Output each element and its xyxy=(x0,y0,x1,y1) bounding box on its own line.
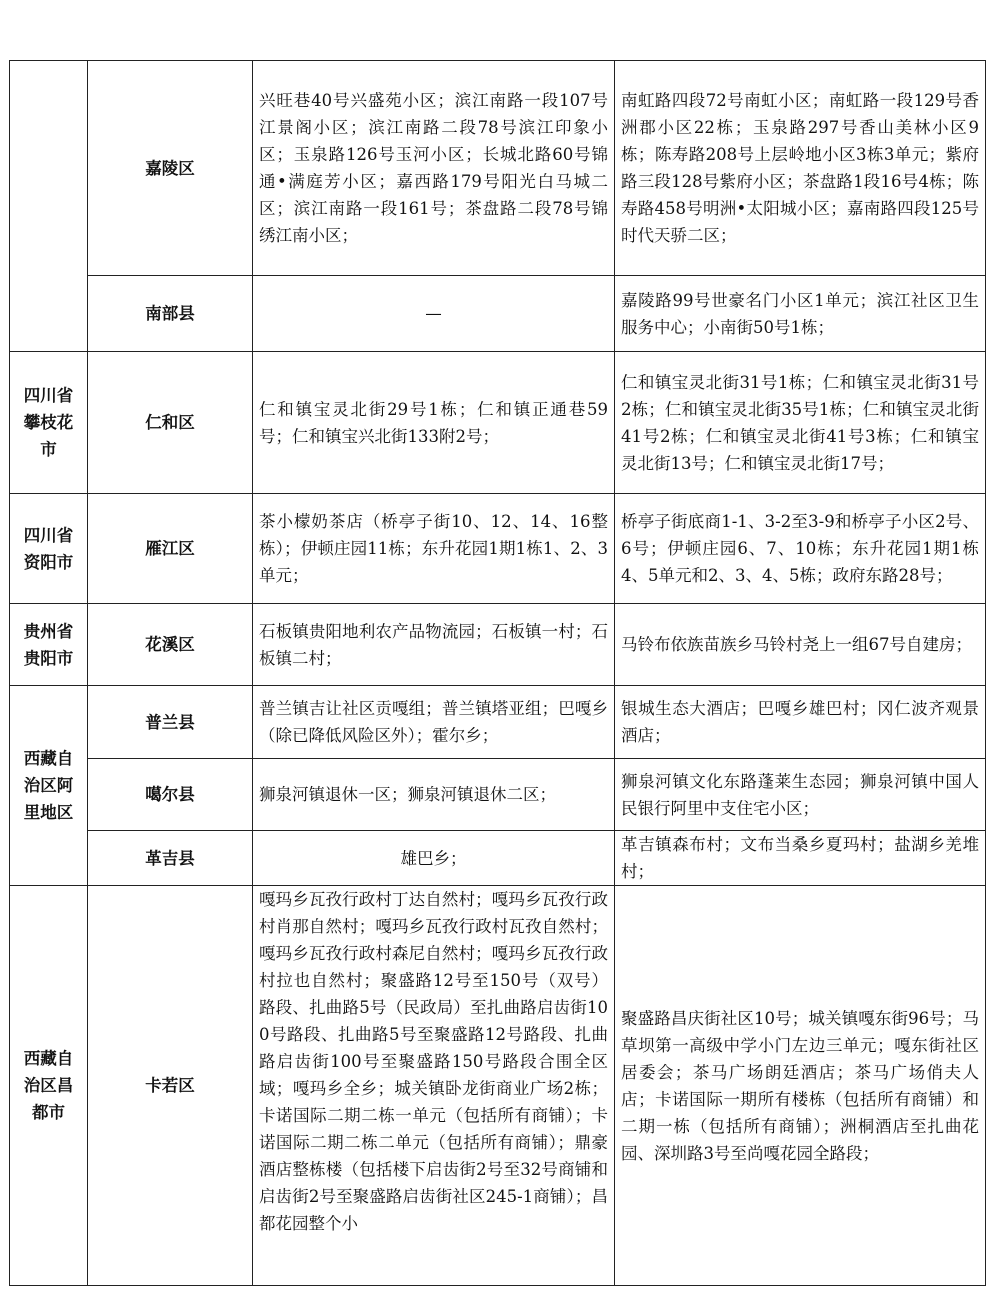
district-cell: 卡若区 xyxy=(88,886,253,1286)
mid-risk-cell: 嘉陵路99号世豪名门小区1单元；滨江社区卫生服务中心；小南街50号1栋； xyxy=(615,276,986,352)
mid-risk-cell: 马铃布依族苗族乡马铃村尧上一组67号自建房； xyxy=(615,604,986,686)
high-risk-cell: 石板镇贵阳地利农产品物流园；石板镇一村；石板镇二村； xyxy=(253,604,615,686)
province-cell xyxy=(10,61,88,352)
mid-risk-cell: 革吉镇森布村；文布当桑乡夏玛村；盐湖乡羌堆村； xyxy=(615,831,986,886)
high-risk-cell: 狮泉河镇退休一区；狮泉河镇退休二区； xyxy=(253,759,615,831)
high-risk-cell: 嘎玛乡瓦孜行政村丁达自然村；嘎玛乡瓦孜行政村肖那自然村；嘎玛乡瓦孜行政村瓦孜自然村；嘎玛乡瓦孜行政村森尼自然村；嘎玛乡瓦孜行政村拉也自然村；聚盛路12号至150号（双号）路段、扎曲路5号（民政局）至扎曲路启齿街100号路段、扎曲路5号至聚盛路12号路段、扎曲路启齿街100号至聚盛路150号路段合围全区域；嘎玛乡全乡；城关镇卧龙街商业广场2栋；卡诺国际二期二栋一单元（包括所有商铺）；卡诺国际二期二栋二单元（包括所有商铺）；鼎豪酒店整栋楼（包括楼下启齿街2号至32号商铺和启齿街2号至聚盛路启齿街社区245-1商铺）；昌都花园整个小 xyxy=(253,886,615,1286)
high-risk-cell: — xyxy=(253,276,615,352)
table-row xyxy=(10,494,986,604)
district-cell: 花溪区 xyxy=(88,604,253,686)
high-risk-cell: 雄巴乡； xyxy=(253,831,615,886)
province-cell: 西藏自治区昌都市 xyxy=(10,886,88,1286)
mid-risk-cell: 聚盛路昌庆街社区10号；城关镇嘎东街96号；马草坝第一高级中学小门左边三单元；嘎东街社区居委会；茶马广场朗廷酒店；茶马广场俏夫人店；卡诺国际一期所有楼栋（包括所有商铺）和二期一栋（包括所有商铺）；洲桐酒店至扎曲花园、深圳路3号至尚嘎花园全路段； xyxy=(615,886,986,1286)
table-row xyxy=(10,759,986,831)
district-cell: 仁和区 xyxy=(88,352,253,494)
high-risk-cell: 茶小檬奶茶店（桥亭子街10、12、14、16整栋）；伊顿庄园11栋；东升花园1期1栋1、2、3单元； xyxy=(253,494,615,604)
district-cell: 革吉县 xyxy=(88,831,253,886)
district-cell: 嘉陵区 xyxy=(88,61,253,276)
district-cell: 噶尔县 xyxy=(88,759,253,831)
risk-area-table xyxy=(9,60,986,1286)
high-risk-cell: 兴旺巷40号兴盛苑小区；滨江南路一段107号江景阁小区；滨江南路二段78号滨江印象小区；玉泉路126号玉河小区；长城北路60号锦通•满庭芳小区；嘉西路179号阳光白马城二区；滨江南路一段161号；茶盘路二段78号锦绣江南小区； xyxy=(253,61,615,276)
table-row xyxy=(10,61,986,276)
province-cell: 四川省攀枝花市 xyxy=(10,352,88,494)
province-cell: 四川省资阳市 xyxy=(10,494,88,604)
district-cell: 雁江区 xyxy=(88,494,253,604)
province-cell: 西藏自治区阿里地区 xyxy=(10,686,88,886)
table-row xyxy=(10,276,986,352)
mid-risk-cell: 南虹路四段72号南虹小区；南虹路一段129号香洲郡小区22栋；玉泉路297号香山美林小区9栋；陈寿路208号上层岭地小区3栋3单元；紫府路三段128号紫府小区；茶盘路1段16号4栋；陈寿路458号明洲•太阳城小区；嘉南路四段125号时代天骄二区； xyxy=(615,61,986,276)
high-risk-cell: 仁和镇宝灵北街29号1栋；仁和镇正通巷59号；仁和镇宝兴北街133附2号； xyxy=(253,352,615,494)
province-cell: 贵州省贵阳市 xyxy=(10,604,88,686)
table-row xyxy=(10,352,986,494)
mid-risk-cell: 狮泉河镇文化东路蓬莱生态园；狮泉河镇中国人民银行阿里中支住宅小区； xyxy=(615,759,986,831)
mid-risk-cell: 仁和镇宝灵北街31号1栋；仁和镇宝灵北街31号2栋；仁和镇宝灵北街35号1栋；仁和镇宝灵北街41号2栋；仁和镇宝灵北街41号3栋；仁和镇宝灵北街13号；仁和镇宝灵北街17号； xyxy=(615,352,986,494)
district-cell: 普兰县 xyxy=(88,686,253,759)
table-row xyxy=(10,886,986,1286)
table-row xyxy=(10,604,986,686)
table-row xyxy=(10,686,986,759)
mid-risk-cell: 桥亭子街底商1-1、3-2至3-9和桥亭子小区2号、6号；伊顿庄园6、7、10栋；东升花园1期1栋4、5单元和2、3、4、5栋；政府东路28号； xyxy=(615,494,986,604)
high-risk-cell: 普兰镇吉让社区贡嘎组；普兰镇塔亚组；巴嘎乡（除已降低风险区外）；霍尔乡； xyxy=(253,686,615,759)
mid-risk-cell: 银城生态大酒店；巴嘎乡雄巴村；冈仁波齐观景酒店； xyxy=(615,686,986,759)
district-cell: 南部县 xyxy=(88,276,253,352)
table-row xyxy=(10,831,986,886)
